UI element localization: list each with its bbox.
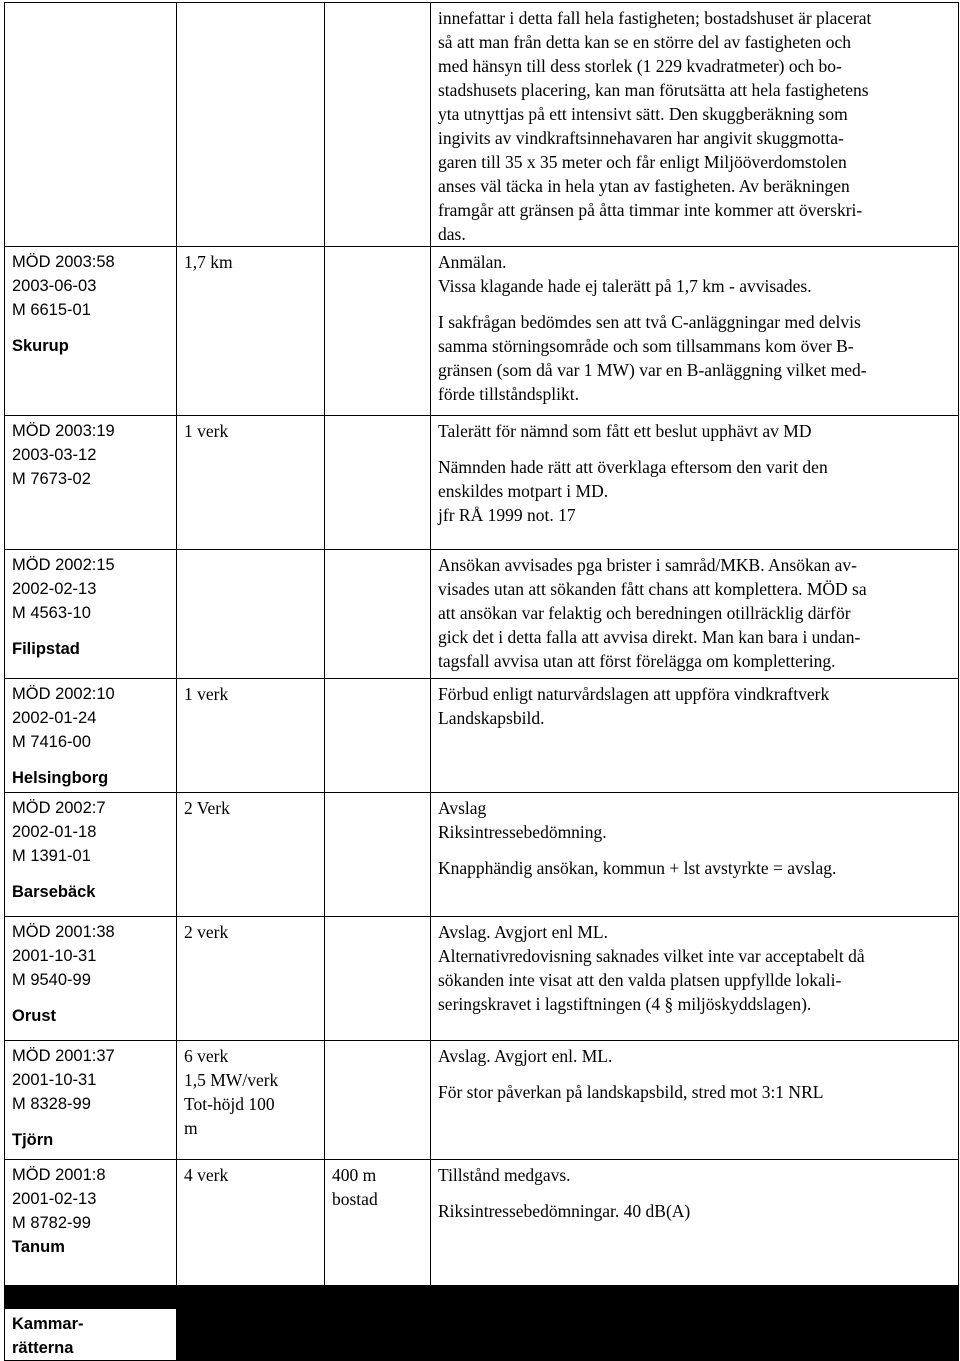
text-line: Knapphändig ansökan, kommun + lst avstyrkte = avslag. (438, 858, 837, 878)
text-line: 4 verk (184, 1165, 229, 1185)
case-line: MÖD 2002:10 (12, 685, 115, 703)
case-line: MÖD 2003:58 (12, 253, 115, 271)
size-cell (177, 679, 325, 793)
case-line: 2002-02-13 (12, 580, 97, 598)
text-line (438, 844, 952, 856)
summary-cell (431, 1160, 959, 1286)
size-cell (177, 793, 325, 917)
case-line: M 6615-01 (12, 301, 91, 319)
case-line: 2003-03-12 (12, 446, 97, 464)
size-cell (177, 1041, 325, 1160)
text-line: ingivits av vindkraftsinnehavaren har angivit skuggmotta- (438, 128, 844, 148)
municipality-label: Helsingborg (12, 769, 109, 787)
distance-cell (325, 416, 431, 550)
text-line: I sakfrågan bedömdes sen att två C-anläggningar med delvis (438, 312, 861, 332)
case-row (5, 550, 959, 679)
case-row (5, 247, 959, 416)
case-line: M 7416-00 (12, 733, 91, 751)
text-line (438, 1187, 952, 1199)
text-line: att ansökan var felaktig och beredningen otillräcklig därför (438, 603, 851, 623)
court-cases-table (4, 2, 959, 1361)
text-line: Nämnden hade rätt att överklaga eftersom den varit den (438, 457, 828, 477)
text-line: så att man från detta kan se en större del av fastigheten och (438, 32, 852, 52)
text-line: Tillstånd medgavs. (438, 1165, 571, 1185)
distance-cell (325, 1041, 431, 1160)
case-line: MÖD 2002:7 (12, 799, 106, 817)
case-cell (5, 917, 177, 1041)
black-band-row (5, 1286, 959, 1309)
summary-cell (431, 1041, 959, 1160)
summary-cell (431, 3, 959, 247)
text-line: framgår att gränsen på åtta timmar inte kommer att överskri- (438, 200, 863, 220)
summary-cell (431, 679, 959, 793)
text-line: 1 verk (184, 421, 229, 441)
case-line (12, 322, 170, 334)
case-row (5, 1160, 959, 1286)
distance-cell (325, 550, 431, 679)
case-line: 2001-02-13 (12, 1190, 97, 1208)
distance-cell (325, 1160, 431, 1286)
text-line: enskildes motpart i MD. (438, 481, 609, 501)
summary-cell (431, 917, 959, 1041)
text-line: Anmälan. (438, 252, 507, 272)
footer-label: rätterna (12, 1339, 74, 1357)
case-cell (5, 1160, 177, 1286)
text-line: tagsfall avvisa utan att först förelägga om komplettering. (438, 651, 836, 671)
case-line: M 1391-01 (12, 847, 91, 865)
text-line: sökanden inte visat att den valda platsen uppfyllde lokali- (438, 970, 842, 990)
distance-cell (325, 793, 431, 917)
text-line: 400 m (332, 1165, 377, 1185)
distance-cell (325, 247, 431, 416)
summary-cell (431, 793, 959, 917)
distance-cell (325, 679, 431, 793)
summary-cell (431, 550, 959, 679)
case-line (12, 868, 170, 880)
text-line: yta utnyttjas på ett intensivt sätt. Den skuggberäkning som (438, 104, 848, 124)
case-line: M 4563-10 (12, 604, 91, 622)
text-line: innefattar i detta fall hela fastigheten; bostadshuset är placerat (438, 8, 872, 28)
text-line: 2 Verk (184, 798, 230, 818)
text-line: Vissa klagande hade ej talerätt på 1,7 km - avvisades. (438, 276, 812, 296)
case-cell (5, 793, 177, 917)
text-line: Tot-höjd 100 (184, 1094, 275, 1114)
case-row (5, 416, 959, 550)
text-line: 1,7 km (184, 252, 233, 272)
text-line: bostad (332, 1189, 378, 1209)
text-line: Avslag. Avgjort enl. ML. (438, 1046, 613, 1066)
text-line: Alternativredovisning saknades vilket inte var acceptabelt då (438, 946, 865, 966)
text-line: 1 verk (184, 684, 229, 704)
municipality-label: Filipstad (12, 640, 80, 658)
footer-label: Kammar- (12, 1315, 84, 1333)
size-cell (177, 550, 325, 679)
case-cell (5, 550, 177, 679)
case-cell (5, 1041, 177, 1160)
text-line: garen till 35 x 35 meter och får enligt Miljööverdomstolen (438, 152, 847, 172)
text-line (438, 443, 952, 455)
case-line: MÖD 2001:37 (12, 1047, 115, 1065)
text-line: samma störningsområde och som tillsammans kom över B- (438, 336, 854, 356)
text-line: Ansökan avvisades pga brister i samråd/MKB. Ansökan av- (438, 555, 857, 575)
text-line (438, 1068, 952, 1080)
text-line: 1,5 MW/verk (184, 1070, 279, 1090)
text-line: förde tillståndsplikt. (438, 384, 579, 404)
municipality-label: Skurup (12, 337, 69, 355)
text-line: seringskravet i lagstiftningen (4 § miljöskyddslagen). (438, 994, 812, 1014)
size-cell (177, 1160, 325, 1286)
case-line: M 7673-02 (12, 470, 91, 488)
text-line: anses väl täcka in hela ytan av fastigheten. Av beräkningen (438, 176, 850, 196)
case-line: MÖD 2002:15 (12, 556, 115, 574)
text-line: med hänsyn till dess storlek (1 229 kvadratmeter) och bo- (438, 56, 842, 76)
summary-cell (431, 247, 959, 416)
text-line: gränsen (som då var 1 MW) var en B-anläggning vilket med- (438, 360, 867, 380)
case-line: MÖD 2001:8 (12, 1166, 106, 1184)
case-line: MÖD 2003:19 (12, 422, 115, 440)
municipality-label: Barsebäck (12, 883, 96, 901)
text-line: visades utan att sökanden fått chans att komplettera. MÖD sa (438, 579, 867, 599)
municipality-label: Tanum (12, 1238, 65, 1256)
text-line: das. (438, 224, 466, 244)
summary-cell (431, 416, 959, 550)
text-line: Riksintressebedömningar. 40 dB(A) (438, 1201, 691, 1221)
case-row (5, 793, 959, 917)
text-line: För stor påverkan på landskapsbild, stred mot 3:1 NRL (438, 1082, 824, 1102)
case-line (12, 754, 170, 766)
text-line: Avslag. Avgjort enl ML. (438, 922, 608, 942)
case-row (5, 1041, 959, 1160)
case-row (5, 3, 959, 247)
municipality-label: Orust (12, 1007, 57, 1025)
distance-cell (325, 3, 431, 247)
case-line: M 8328-99 (12, 1095, 91, 1113)
text-line: Talerätt för nämnd som fått ett beslut upphävt av MD (438, 421, 812, 441)
case-cell (5, 3, 177, 247)
text-line: Förbud enligt naturvårdslagen att uppföra vindkraftverk (438, 684, 830, 704)
case-line (12, 992, 170, 1004)
text-line (438, 298, 952, 310)
case-cell (5, 247, 177, 416)
case-line: M 8782-99 (12, 1214, 91, 1232)
size-cell (177, 247, 325, 416)
case-row (5, 679, 959, 793)
case-line: 2001-10-31 (12, 947, 97, 965)
text-line: Riksintressebedömning. (438, 822, 607, 842)
text-line: jfr RÅ 1999 not. 17 (438, 505, 576, 525)
municipality-label: Tjörn (12, 1131, 54, 1149)
text-line: Landskapsbild. (438, 708, 545, 728)
case-row (5, 917, 959, 1041)
size-cell (177, 3, 325, 247)
size-cell (177, 416, 325, 550)
case-line: 2002-01-24 (12, 709, 97, 727)
text-line: m (184, 1118, 198, 1138)
case-line (12, 625, 170, 637)
text-line: Avslag (438, 798, 487, 818)
text-line: 6 verk (184, 1046, 229, 1066)
case-line: MÖD 2001:38 (12, 923, 115, 941)
text-line: stadshusets placering, kan man förutsätta att hela fastighetens (438, 80, 869, 100)
case-line: 2002-01-18 (12, 823, 97, 841)
text-line: gick det i detta falla att avvisa direkt. Man kan bara i undan- (438, 627, 861, 647)
case-cell (5, 416, 177, 550)
size-cell (177, 917, 325, 1041)
text-line: 2 verk (184, 922, 229, 942)
case-line: 2001-10-31 (12, 1071, 97, 1089)
case-cell (5, 679, 177, 793)
case-line: 2003-06-03 (12, 277, 97, 295)
distance-cell (325, 917, 431, 1041)
case-line (12, 1116, 170, 1128)
footer-row (5, 1309, 959, 1361)
case-line: M 9540-99 (12, 971, 91, 989)
